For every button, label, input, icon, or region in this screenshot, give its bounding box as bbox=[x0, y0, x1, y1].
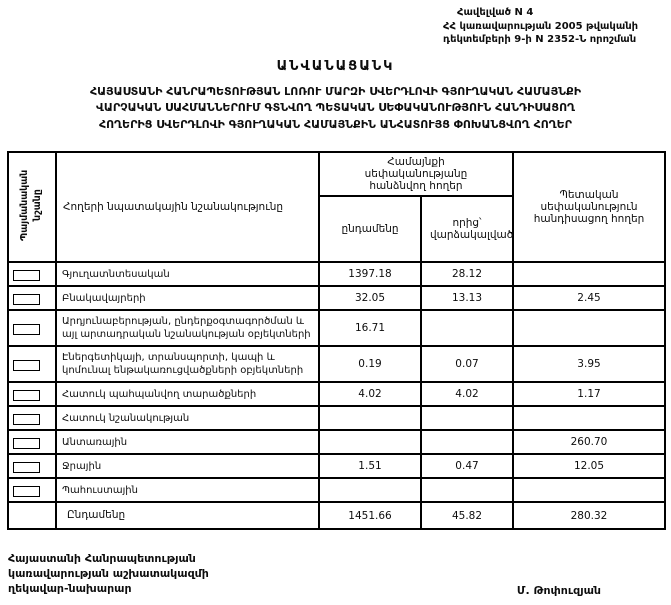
state-cell bbox=[513, 310, 665, 346]
legend-box bbox=[13, 270, 40, 281]
legend-box-cell bbox=[8, 310, 56, 346]
signature-name: Մ. Թոփուզյան bbox=[516, 583, 601, 597]
table-row bbox=[8, 454, 665, 478]
page-title: ԱՆՎԱՆԱՑԱՆԿ bbox=[276, 58, 395, 74]
document-subtitle bbox=[8, 84, 663, 134]
purpose-cell: Էներգետիկայի, տրանսպորտի, կապի և կոմունալ ենթակառուցվածքների օբյեկտների bbox=[56, 346, 319, 382]
leased-cell bbox=[421, 310, 513, 346]
total-cell: 16.71 bbox=[319, 310, 421, 346]
purpose-cell: Ջրային bbox=[56, 454, 319, 478]
signature-office-line-3: ղեկավար-նախարար bbox=[8, 581, 132, 595]
total-cell: 0.19 bbox=[319, 346, 421, 382]
appendix-line-2: ՀՀ կառավարության 2005 թվականի bbox=[443, 20, 639, 32]
subtitle-line-2: ՎԱՐՉԱԿԱՆ ՍԱՀՄԱՆՆԵՐՈՒՄ ԳՏՆՎՈՂ ՊԵՏԱԿԱՆ ՍԵՓԱԿԱՆՈՒԹՅՈՒՆ ՀԱՆԴԻՍԱՑՈՂ bbox=[96, 101, 575, 114]
purpose-cell: Անտառային bbox=[56, 430, 319, 454]
purpose-cell: Արդյունաբերության, ընդերքօգտագործման և այլ արտադրական նշանակության օբյեկտների bbox=[56, 310, 319, 346]
purpose-cell: Հատուկ նշանակության bbox=[56, 406, 319, 430]
state-cell: 3.95 bbox=[513, 346, 665, 382]
signature-block bbox=[0, 552, 671, 597]
legend-box bbox=[13, 414, 40, 425]
table-row bbox=[8, 346, 665, 382]
appendix-reference bbox=[443, 6, 661, 47]
signature-office-line-1: Հայաստանի Հանրապետության bbox=[8, 552, 196, 565]
subtitle-line-3: ՀՈՂԵՐԻՑ ՍՎԵՐԴԼՈՎԻ ԳՅՈՒՂԱԿԱՆ ՀԱՄԱՅՆՔԻՆ ԱՆՀԱՏՈՒՅՑ ՓՈԽԱՆՑՎՈՂ ՀՈՂԵՐ bbox=[98, 117, 572, 131]
total-cell bbox=[319, 430, 421, 454]
purpose-cell: Պահուստային bbox=[56, 478, 319, 502]
total-cell: 32.05 bbox=[319, 286, 421, 310]
legend-box-cell bbox=[8, 262, 56, 286]
leased-cell: 28.12 bbox=[421, 262, 513, 286]
table-row bbox=[8, 286, 665, 310]
leased-cell bbox=[421, 430, 513, 454]
table-row bbox=[8, 382, 665, 406]
legend-box bbox=[13, 324, 40, 335]
legend-box bbox=[13, 462, 40, 473]
purpose-column-header: Հողերի նպատակային նշանակությունը bbox=[56, 152, 319, 262]
purpose-cell: Հատուկ պահպանվող տարածքների bbox=[56, 382, 319, 406]
land-transfer-table bbox=[7, 151, 666, 530]
leased-cell: 0.07 bbox=[421, 346, 513, 382]
total-symbol-cell bbox=[8, 502, 56, 529]
total-cell: 1.51 bbox=[319, 454, 421, 478]
total-total-cell: 1451.66 bbox=[319, 502, 421, 529]
total-row bbox=[8, 502, 665, 529]
total-cell: 4.02 bbox=[319, 382, 421, 406]
state-cell: 260.70 bbox=[513, 430, 665, 454]
leased-cell: 0.47 bbox=[421, 454, 513, 478]
table-row bbox=[8, 478, 665, 502]
total-label-cell: Ընդամենը bbox=[56, 502, 319, 529]
legend-box-cell bbox=[8, 478, 56, 502]
leased-cell: 4.02 bbox=[421, 382, 513, 406]
legend-box bbox=[13, 294, 40, 305]
table-row bbox=[8, 262, 665, 286]
legend-box bbox=[13, 360, 40, 371]
legend-box-cell bbox=[8, 430, 56, 454]
purpose-cell: Գյուղատնտեսական bbox=[56, 262, 319, 286]
leased-column-header: որից՝ վարձակալված bbox=[421, 196, 513, 262]
state-cell: 12.05 bbox=[513, 454, 665, 478]
signature-office-line-2: կառավարության աշխատակազմի bbox=[8, 566, 209, 580]
symbol-column-header-label: Պայմանական նշանը bbox=[19, 169, 43, 241]
state-cell: 1.17 bbox=[513, 382, 665, 406]
legend-box-cell bbox=[8, 286, 56, 310]
purpose-cell: Բնակավայրերի bbox=[56, 286, 319, 310]
leased-cell bbox=[421, 406, 513, 430]
total-state-cell: 280.32 bbox=[513, 502, 665, 529]
leased-cell bbox=[421, 478, 513, 502]
community-group-header: Համայնքի սեփականությանը հանձնվող հողեր bbox=[319, 152, 513, 196]
state-cell bbox=[513, 262, 665, 286]
state-cell bbox=[513, 478, 665, 502]
total-cell bbox=[319, 406, 421, 430]
total-column-header: ընդամենը bbox=[319, 196, 421, 262]
leased-cell: 13.13 bbox=[421, 286, 513, 310]
table-row bbox=[8, 310, 665, 346]
state-cell: 2.45 bbox=[513, 286, 665, 310]
subtitle-line-1: ՀԱՅԱՍՏԱՆԻ ՀԱՆՐԱՊԵՏՈՒԹՅԱՆ ԼՈՌՈՒ ՄԱՐԶԻ ՍՎԵՐԴԼՈՎԻ ԳՅՈՒՂԱԿԱՆ ՀԱՄԱՅՆՔԻ bbox=[89, 84, 582, 98]
table-row bbox=[8, 430, 665, 454]
total-cell bbox=[319, 478, 421, 502]
state-column-header: Պետական սեփականություն հանդիսացող հողեր bbox=[513, 152, 665, 262]
legend-box-cell bbox=[8, 382, 56, 406]
table-row bbox=[8, 406, 665, 430]
legend-box bbox=[13, 390, 40, 401]
state-cell bbox=[513, 406, 665, 430]
symbol-column-header bbox=[8, 152, 56, 262]
legend-box-cell bbox=[8, 454, 56, 478]
legend-box-cell bbox=[8, 406, 56, 430]
legend-box bbox=[13, 438, 40, 449]
table-body bbox=[8, 262, 665, 502]
total-leased-cell: 45.82 bbox=[421, 502, 513, 529]
appendix-line-3: դեկտեմբերի 9-ի N 2352-Ն որոշման bbox=[443, 34, 637, 45]
appendix-line-1: Հավելված N 4 bbox=[457, 7, 534, 18]
signature-office bbox=[8, 552, 209, 597]
total-cell: 1397.18 bbox=[319, 262, 421, 286]
legend-box bbox=[13, 486, 40, 497]
header-row-group bbox=[8, 152, 665, 196]
legend-box-cell bbox=[8, 346, 56, 382]
